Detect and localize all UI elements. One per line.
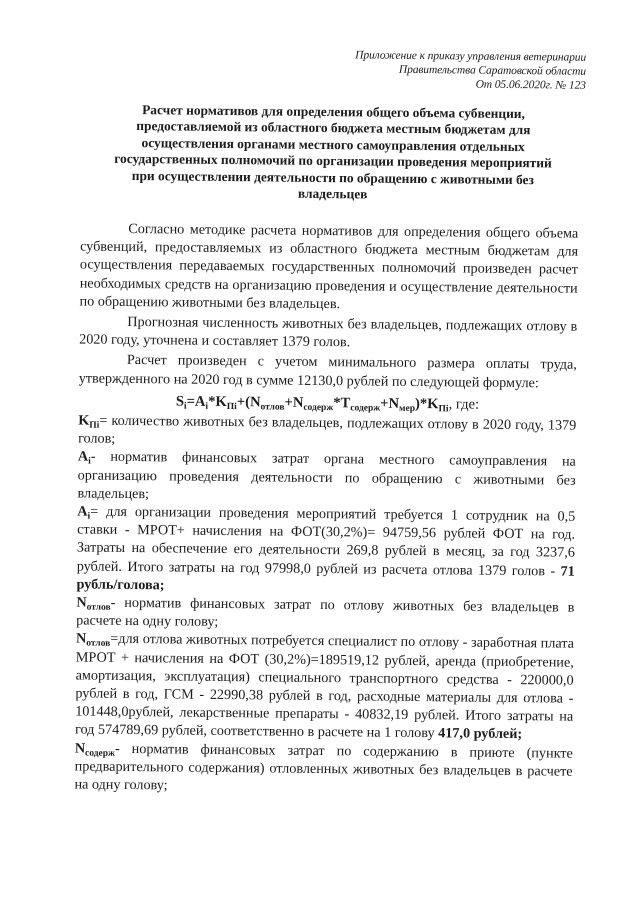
definition-ai: $A_i-$ норматив финансовых затрат органа местного самоуправления на организацию проведения деятельности по обращению с животными без владельцев; (77, 448, 576, 503)
title-line: предоставляемой из областного бюджета местным бюджетам для (136, 118, 531, 138)
document-title (83, 102, 584, 206)
subsidy-formula: $S_i=A_i*K_{Пi}+(N_{отлов}+N_{содерж}*T_{содерж}+N_{мер})*K_{Пi}$, где: (175, 393, 480, 415)
definition-nsoderzh: $N_{содерж}-$ норматив финансовых затрат по содержанию в приюте (пункте предварительного содержания) отловленных животных без владельцев в расчете на одну голову; (74, 740, 573, 794)
definition-notlov: $N_{отлов}-$ норматив финансовых затрат по отлову животных без владельцев в расчете на одну голову; (76, 594, 575, 631)
calculation-ai: $A_i=$ для организации проведения мероприятий требуется 1 сотрудник на 0,5 ставки - МРОТ+ начисления на ФОТ(30,2%)= 94759,56 рублей ФОТ на год. Затраты на обеспечение его деятельности 269,8 рублей в месяц, за год 3237,6 рублей. Итого затраты на год 97998,0 рублей из расчета отлова 1379 голов - 71 рубль/голова; (76, 503, 576, 594)
attachment-line: Правительства Саратовской области (398, 63, 587, 78)
attachment-note (286, 48, 586, 93)
definition-kpi: $K_{Пi}=$ количество животных без владельцев, подлежащих отлову в 2020 году, 1379 голов; (78, 412, 577, 448)
title-line: Расчет нормативов для определения общего объема субвенции, (142, 102, 525, 122)
title-line: при осуществлении деятельности по обращению с животными без (131, 167, 534, 187)
calculation-notlov: $N_{отлов}=для$ отлова животных потребуется специалист по отлову - заработная плата МРОТ + начисления на ФОТ (30,2%)=189519,12 рублей, аренда (приобретение, амортизация, эксплуатация) специального транспортного средства - 220000,0 рублей в год, ГСМ - 22990,38 рублей в год, расходные материалы для отлова - 101448,0рублей, лекарственные препараты - 40832,19 рублей. Итого затраты на год 574789,69 рублей, соответственно в расчете на 1 голову 417,0 рублей; (74, 630, 575, 743)
paragraph-methodology: Согласно методике расчета нормативов для определения общего объема субвенций, предоставляемых из областного бюджета местным бюджетам для осуществления передаваемых государственных полномочий произведен расчет необходимых средств на организацию проведения и осуществление деятельности по обращению животными без владельцев. (79, 220, 579, 313)
title-line: государственных полномочий по организации проведения мероприятий (114, 151, 552, 171)
document-body (74, 219, 578, 798)
paragraph-calculation: Расчет произведен с учетом минимального размера оплаты труда, утвержденного на 2020 год в сумме 12130,0 рублей по следующей формуле: (78, 352, 577, 391)
attachment-date: От 05.06.2020г. № 123 (475, 78, 586, 92)
title-line: осуществления органами местного самоуправления отдельных (141, 134, 525, 154)
attachment-line: Приложение к приказу управления ветеринарии (355, 49, 587, 64)
title-line: владельцев (297, 185, 368, 202)
paragraph-forecast: Прогнозная численность животных без владельцев, подлежащих отлову в 2020 году, уточнена и составляет 1379 голов. (79, 313, 578, 351)
